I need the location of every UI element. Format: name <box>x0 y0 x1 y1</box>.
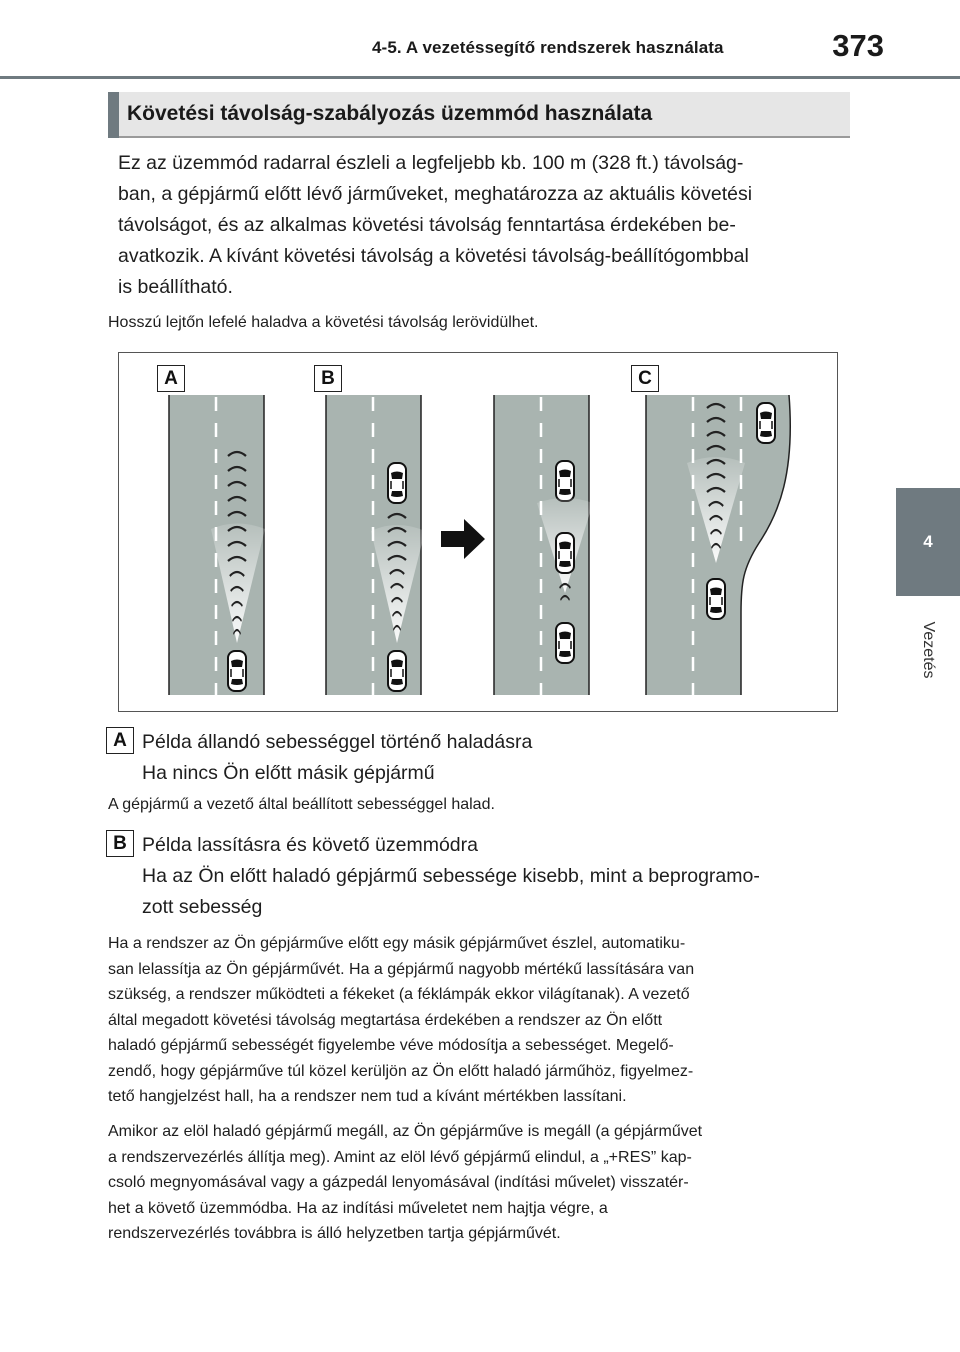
section-heading-bar <box>108 92 119 138</box>
chapter-title: 4-5. A vezetéssegítő rendszerek használata <box>372 38 724 57</box>
item-b-body-line-2: san lelassítja az Ön gépjárművét. Ha a gépjármű nagyobb mértékű lassítására van <box>108 960 695 978</box>
car-front-c <box>757 403 775 443</box>
item-a-badge: A <box>106 727 134 754</box>
car-own-b2 <box>556 623 574 663</box>
item-b-badge: B <box>106 830 134 857</box>
item-b-body2-line-3: csoló megnyomásával vagy a gázpedál lenyomásával (indítási művelet) visszatér- <box>108 1174 689 1191</box>
item-b-title-3: zott sebesség <box>142 896 263 918</box>
item-b-body-line-6: zendő, hogy gépjárműve túl közel kerüljön az Ön előtt haladó járműhöz, figyelmez- <box>108 1062 694 1080</box>
intro-note: Hosszú lejtőn lefelé haladva a követési távolság lerövidülhet. <box>108 314 539 331</box>
diagram-label-b: B <box>314 365 342 392</box>
intro-line-5: is beállítható. <box>118 276 233 298</box>
item-b-body-line-4: által megadott követési távolság megtartása érdekében a rendszer az Ön előtt <box>108 1011 663 1029</box>
section-heading <box>108 92 850 138</box>
diagram-label-a: A <box>157 365 185 392</box>
item-b-body2-line-1: Amikor az elöl haladó gépjármű megáll, az Ön gépjárműve is megáll (a gépjárművet <box>108 1123 703 1140</box>
item-b-body2-line-2: a rendszervezérlés állítja meg). Amint az elöl lévő gépjármű elindul, a „+RES” kap- <box>108 1148 692 1166</box>
item-a-title-2: Ha nincs Ön előtt másik gépjármű <box>142 762 435 784</box>
car-front-b <box>388 463 406 503</box>
diagram-label-c: C <box>631 365 659 392</box>
item-a-title-1: Példa állandó sebességgel történő haladásra <box>142 731 533 753</box>
intro-line-3: távolságot, és az alkalmas követési távolság fenntartása érdekében be- <box>118 214 736 236</box>
item-b-title-1: Példa lassításra és követő üzemmódra <box>142 834 478 856</box>
item-b-title-2: Ha az Ön előtt haladó gépjármű sebessége kisebb, mint a beprogramo- <box>142 865 760 887</box>
car-own-c <box>707 579 725 619</box>
item-a-body: A gépjármű a vezető által beállított sebességgel halad. <box>108 796 495 813</box>
item-b-body2-line-4: het a követő üzemmódba. Ha az indítási műveletet nem hajtja végre, a <box>108 1199 608 1217</box>
section-heading-title: Követési távolság-szabályozás üzemmód használata <box>127 102 653 125</box>
page-number: 373 <box>832 28 884 63</box>
acc-diagram-svg <box>119 353 839 713</box>
header-rule <box>0 76 960 79</box>
item-b-body-line-5: haladó gépjármű sebességét figyelembe véve módosítja a sebességet. Megelő- <box>108 1037 674 1054</box>
item-b-body-line-1: Ha a rendszer az Ön gépjárműve előtt egy másik gépjárművet észlel, automatiku- <box>108 935 686 952</box>
item-b-body-line-3: szükség, a rendszer működteti a fékeket (a féklámpák ekkor világítanak). A vezető <box>108 986 690 1003</box>
car-own-a <box>228 651 246 691</box>
chapter-tab-number: 4 <box>923 532 933 551</box>
car-own-b <box>388 651 406 691</box>
transition-arrow <box>441 519 485 559</box>
item-b-body-line-7: tető hangjelzést hall, ha a rendszer nem tud a kívánt mértékben lassítani. <box>108 1088 627 1105</box>
intro-line-1: Ez az üzemmód radarral észleli a legfeljebb kb. 100 m (328 ft.) távolság- <box>118 152 744 174</box>
intro-line-2: ban, a gépjármű előtt lévő járműveket, meghatározza az aktuális követési <box>118 183 753 205</box>
car-middle-b2 <box>556 533 574 573</box>
car-front-b2 <box>556 461 574 501</box>
chapter-tab <box>896 488 960 596</box>
item-b-body2-line-5: rendszervezérlés továbbra is álló helyzetben tartja gépjárművét. <box>108 1225 561 1242</box>
chapter-tab-label <box>896 600 960 700</box>
intro-line-4: avatkozik. A kívánt követési távolság a követési távolság-beállítógombbal <box>118 245 749 267</box>
chapter-tab-label-text: Vezetés <box>920 621 937 679</box>
acc-diagram <box>118 352 838 712</box>
